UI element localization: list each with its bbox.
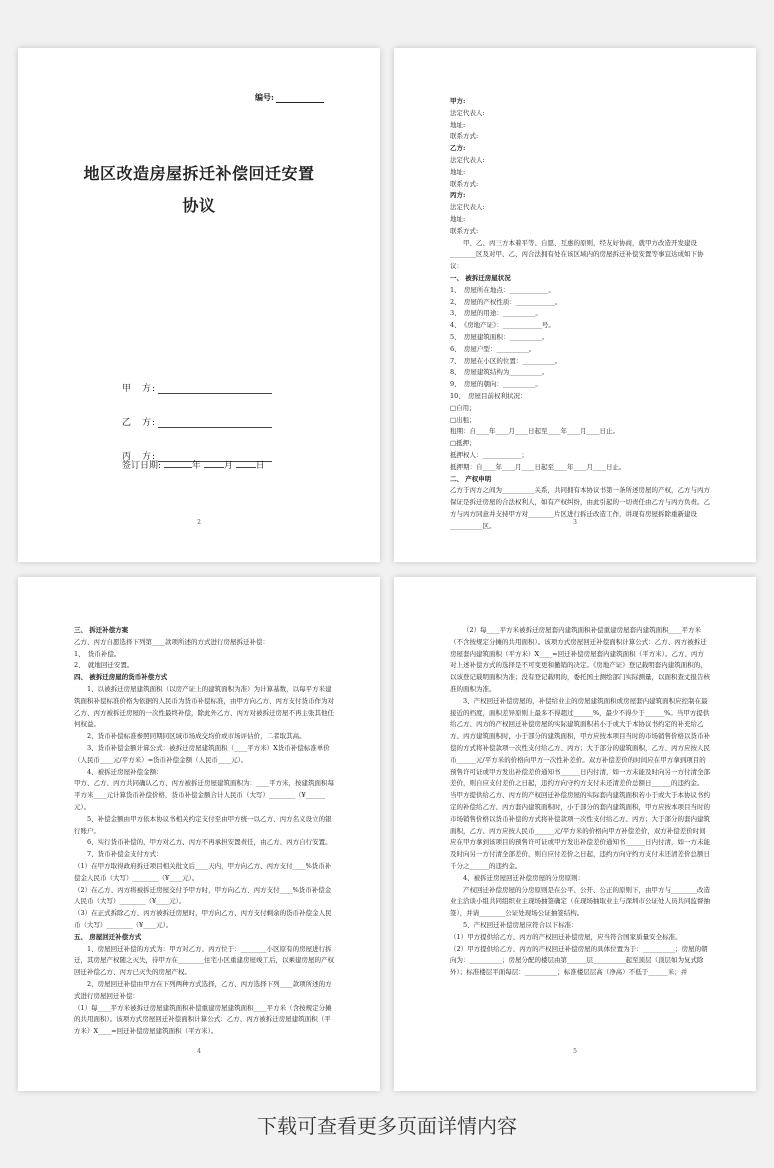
text-line: 地址:: [450, 120, 466, 129]
month-blank: [204, 459, 224, 468]
document-title: 地区改造房屋拆迁补偿回迁安置协议: [83, 164, 315, 215]
text-line: 联系方式:: [450, 132, 479, 141]
year-blank: [164, 459, 192, 468]
day-blank: [236, 459, 256, 468]
text-line: 联系方式:: [450, 179, 479, 188]
year-label: 年: [191, 461, 201, 471]
text-line: 3、产权回迁补偿房屋的，补偿给业主的房屋建筑面积或房屋套内建筑面积应控制在最接近的档度，面积差异原则上最多不得超过______%，最少不得少于______%。当甲方提供给乙方、丙方的产权回迁补偿房屋的实际建筑面积若小于或大于本协议书约定的补充给乙方、丙方建筑面积时，小于部分的建筑面积，甲方应按本项目当时的市场销售价格以货币补偿的方式将补偿款项一次性支付给乙方、丙方；大于部分的建筑面积，乙方、丙方应按人民币______元/平方米的价格向甲方一次性补差价。双方补偿差价的时间应在甲方拿到项目的预售许可证或甲方发出补偿差价通知书______日内付清，如一方未能及时向另一方付清全部差价，则自应支付差价之日起，违约方向守约方支付未还清差价总额日______的违约金。: [450, 696, 710, 788]
party-b-row: [122, 394, 272, 428]
text-line: 甲、乙、丙三方本着平等、自愿、互惠的原则，经友好协商，就甲方改造开发建设________区及对甲、乙、丙合法拥有处在该区域内的房屋拆迁补偿安置等事宜达成如下协议：: [450, 238, 704, 271]
party-a-row: [122, 360, 272, 394]
party-b-label: 乙 方:: [122, 418, 157, 428]
text-line: 联系方式:: [450, 226, 479, 235]
text-line: 1、以被拆迁房屋建筑面积（以房产证上的建筑面积为准）为计算基数，以每平方米建筑面积补偿标准价格为依据的人民币为货币补偿标准，由甲方向乙方、丙方支付货币作为对乙方、丙方被拆迁房屋的一次性最终补偿，除此外乙方、丙方对被拆迁房屋不再主张其他任何权益。: [74, 684, 334, 729]
page-number: 4: [197, 1048, 201, 1055]
text-line: 6、 房屋户型：__________。: [450, 344, 536, 353]
page-text: [450, 625, 710, 979]
text-line: 1、 房屋所在地点：____________。: [450, 285, 555, 294]
month-label: 月: [223, 461, 233, 471]
document-page-3: [18, 577, 380, 1091]
section-heading: 三、 拆迁补偿方案: [74, 626, 129, 634]
section-heading: 四、 被拆迁房屋的货币补偿方式: [74, 673, 168, 682]
text-line: （2）在乙方、丙方将被拆迁房屋交付予甲方时，甲方向乙方、丙方支付____%货币补偿金人民币（大写）________（¥____元）。: [74, 885, 332, 906]
text-line: 1、 货币补偿。: [74, 649, 121, 658]
text-line: 7、货币补偿金支付方式：: [87, 850, 163, 859]
page-number: 3: [573, 519, 577, 526]
document-number-label: 编号:: [255, 92, 274, 102]
text-line: 地址:: [450, 167, 466, 176]
text-line: 法定代表人:: [450, 108, 485, 117]
page-number: 5: [573, 1048, 577, 1055]
text-line: 3、 房屋的用途：__________。: [450, 309, 542, 318]
text-line: （1）在甲方取得政府拆迁项目相关批文后____天内，甲方向乙方、丙方支付____%货币补偿金人民币（大写）________（¥____元）。: [74, 861, 332, 882]
document-number-blank: [276, 95, 324, 103]
text-line: 地址:: [450, 214, 466, 223]
text-line: 抵押权人：____________；: [450, 450, 528, 459]
text-line: （1）每____平方米被拆迁房屋建筑面积补偿重建房屋建筑面积____平方米（含按规定分摊的共用面积）。该项方式房屋回迁补偿面积计算公式：乙方、丙方被拆迁房屋建筑面积（平方米）X____=回迁补偿房屋建筑面积（平方米）。: [74, 1003, 332, 1036]
text-line: 2、 就地回迁安置。: [74, 661, 134, 670]
text-line: 5、产权回迁补偿房屋应符合以下标准：: [463, 920, 578, 929]
text-line: 抵押期：自____年____月____日起至____年____月____日止。: [450, 462, 626, 471]
text-line: 3、货币补偿金额计算公式：被拆迁房屋建筑面积（____平方米）X货币补偿标准单价（人民币____元/平方米）=货币补偿金额（人民币____元）。: [74, 743, 330, 764]
party-b-blank: [158, 419, 272, 428]
text-line: 法定代表人:: [450, 203, 485, 212]
text-line: 7、 房屋在小区的位置：__________。: [450, 356, 562, 365]
text-line: 当甲方提供给乙方、丙方的产权回迁补偿房屋的实际套内建筑面积若小于或大于本协议书约定的补偿给乙方、丙方套内建筑面积时，小于部分的套内建筑面积，甲方应按本项目当时的市场销售价格以货币补偿的方式将补偿款项一次性支付给乙方、丙方；大于部分的套内建筑面积，乙方、丙方应按人民币______元/平方米的价格向甲方补偿差价，双方补偿差价时间应在甲方拿到该项目的预售许可证或甲方发出补偿差价通知书______日内付清，如一方未能及时向另一方付清全部差价，则自应付差价之日起，违约方向守约方支付未还清差价总额日千分之______的违约金。: [450, 791, 710, 870]
text-line: 4、被拆迁房屋补偿金额：: [87, 767, 163, 776]
section-heading: 二、 产权申明: [450, 474, 492, 483]
text-line: 甲方、乙方、丙方共同确认乙方、丙方被拆迁房屋建筑面积为：____平方米，按建筑面积每平方米____元计算货币补偿价格，货币补偿金额合计人民币（大写）________（¥______元）。: [74, 779, 334, 811]
text-line: 1、房屋回迁补偿的方式为：甲方对乙方、丙方位于：________小区原有的房屋进行拆迁，其房屋产权随之灭失，待甲方在________住宅小区重建房屋竣工后，以乘建房屋的产权回迁补偿乙方、丙方已灭失的房屋产权。: [74, 944, 334, 977]
text-line: （3）在正式拆除乙方、丙方被拆迁房屋时，甲方向乙方、丙方支付剩余的货币补偿金人民币（大写）________（¥____元）。: [74, 909, 332, 929]
text-line: 8、 房屋建筑结构为__________。: [450, 368, 549, 377]
party-a-label: 甲 方:: [122, 384, 157, 394]
section-heading: 乙方:: [450, 144, 466, 153]
sign-date-label: 签订日期:: [122, 461, 162, 471]
day-label: 日: [255, 461, 265, 471]
document-page-2: [394, 48, 756, 562]
document-page-4: [394, 577, 756, 1091]
text-line: 2、货币补偿标准参照同期同区域市场成交均价或市场评估价，二者取其高。: [87, 732, 306, 741]
section-heading: 甲方:: [450, 97, 466, 105]
text-line: 租期：自____年____月____日起至____年____月____日止。: [450, 427, 619, 436]
section-heading: 丙方:: [450, 191, 466, 200]
signatory-block: [122, 360, 272, 462]
party-c-row: [122, 428, 272, 462]
text-line: 6、实行货币补偿的，甲方对乙方、丙方不再承担安置责任，由乙方、丙方自行安置。: [87, 838, 332, 847]
text-line: 4、被拆迁房屋回迁补偿房屋的分房原则：: [463, 873, 585, 882]
page-number: 2: [197, 519, 201, 526]
text-line: □自用；: [450, 403, 476, 412]
text-line: 2、房屋回迁补偿由甲方在下列两种方式选择，乙方、丙方选择下列____款项所述的方式进行房屋回迁补偿：: [74, 979, 332, 1000]
text-line: □出租；: [450, 415, 476, 424]
text-line: （2）甲方提供给乙方、丙方的产权回迁补偿房屋的具体位置为于：__________；房屋的朝向为：__________；房屋分配的楼层由第______层__________起至顶层（顶层如为复式除外）；标准楼层平面每层：__________；标准楼层层高（净高）不低于______米；并: [450, 944, 708, 977]
text-line: 4、 《房地产证》：____________号。: [450, 321, 555, 330]
text-line: 乙方于丙方之间为__________关系，共同拥有本协议书第一条所述房屋的产权，乙方与丙方保证是拆迁房屋的合法权利人，如有产权纠纷，由此引起的一切责任由乙方与丙方负责。乙方与丙方同意并支持甲方对________片区进行拆迁改造工作，讲现有房屋拆除重新建设__________区。: [450, 486, 710, 530]
text-line: 2、 房屋的产权性质：____________。: [450, 297, 562, 306]
text-line: 乙方、丙方自愿选择下列第____款项所述的方式进行房屋拆迁补偿：: [74, 637, 269, 646]
sign-date: [122, 458, 265, 471]
text-line: 产权回迁补偿房屋的分房原则是在公平、公开、公正的原则下，由甲方与________改造业主洽谈小组共同组织业主现场抽签确定（在现场抽取业主与深圳市公证处人员共同监督抽签），并请________公证处现场公证抽签结构。: [450, 885, 710, 918]
page-text: [450, 96, 710, 532]
text-line: 5、 房屋建筑面积：__________。: [450, 332, 549, 341]
text-line: □抵押；: [450, 439, 476, 448]
document-number: [255, 92, 324, 103]
text-line: 10、 房屋目前权利状况：: [450, 391, 527, 400]
text-line: （2）每____平方米被拆迁房屋套内建筑面积补偿重建房屋套内建筑面积____平方米（不含按规定分摊的共用面积）。该项方式房屋回迁补偿面积计算公式：乙方、丙方被拆迁房屋套内建筑面积（平方米）X____=回迁补偿房屋套内建筑面积（平方米）。乙方、丙方对上述补偿方式的选择是不可变更和撤销的决定。《房地产证》登记载明套内建筑面积的，以该登记载明面积为准；没有登记载明的，委托国土测绘部门实际测量，以面积查丈报告核准的面积为准。: [450, 626, 710, 693]
party-a-blank: [158, 385, 272, 394]
text-line: （1）甲方提供给乙方、丙方的产权回迁补偿房屋，应当符合国家质量安全标准。: [450, 932, 682, 941]
text-line: 法定代表人:: [450, 155, 485, 164]
party-c-label: 丙 方:: [122, 452, 157, 462]
text-line: 9、 房屋的朝向：__________。: [450, 380, 542, 389]
section-heading: 五、 房屋回迁补偿方式: [74, 932, 142, 941]
page-text: [74, 625, 334, 1038]
download-more-caption[interactable]: 下载可查看更多页面详情内容: [257, 1114, 517, 1138]
text-line: 5、补偿金额由甲方依本协议书相关约定支付至由甲方统一以乙方、丙方名义设立的银行账户。: [74, 814, 332, 835]
section-heading: 一、 被拆迁房屋状况: [450, 273, 511, 282]
document-page-cover: [18, 48, 380, 562]
